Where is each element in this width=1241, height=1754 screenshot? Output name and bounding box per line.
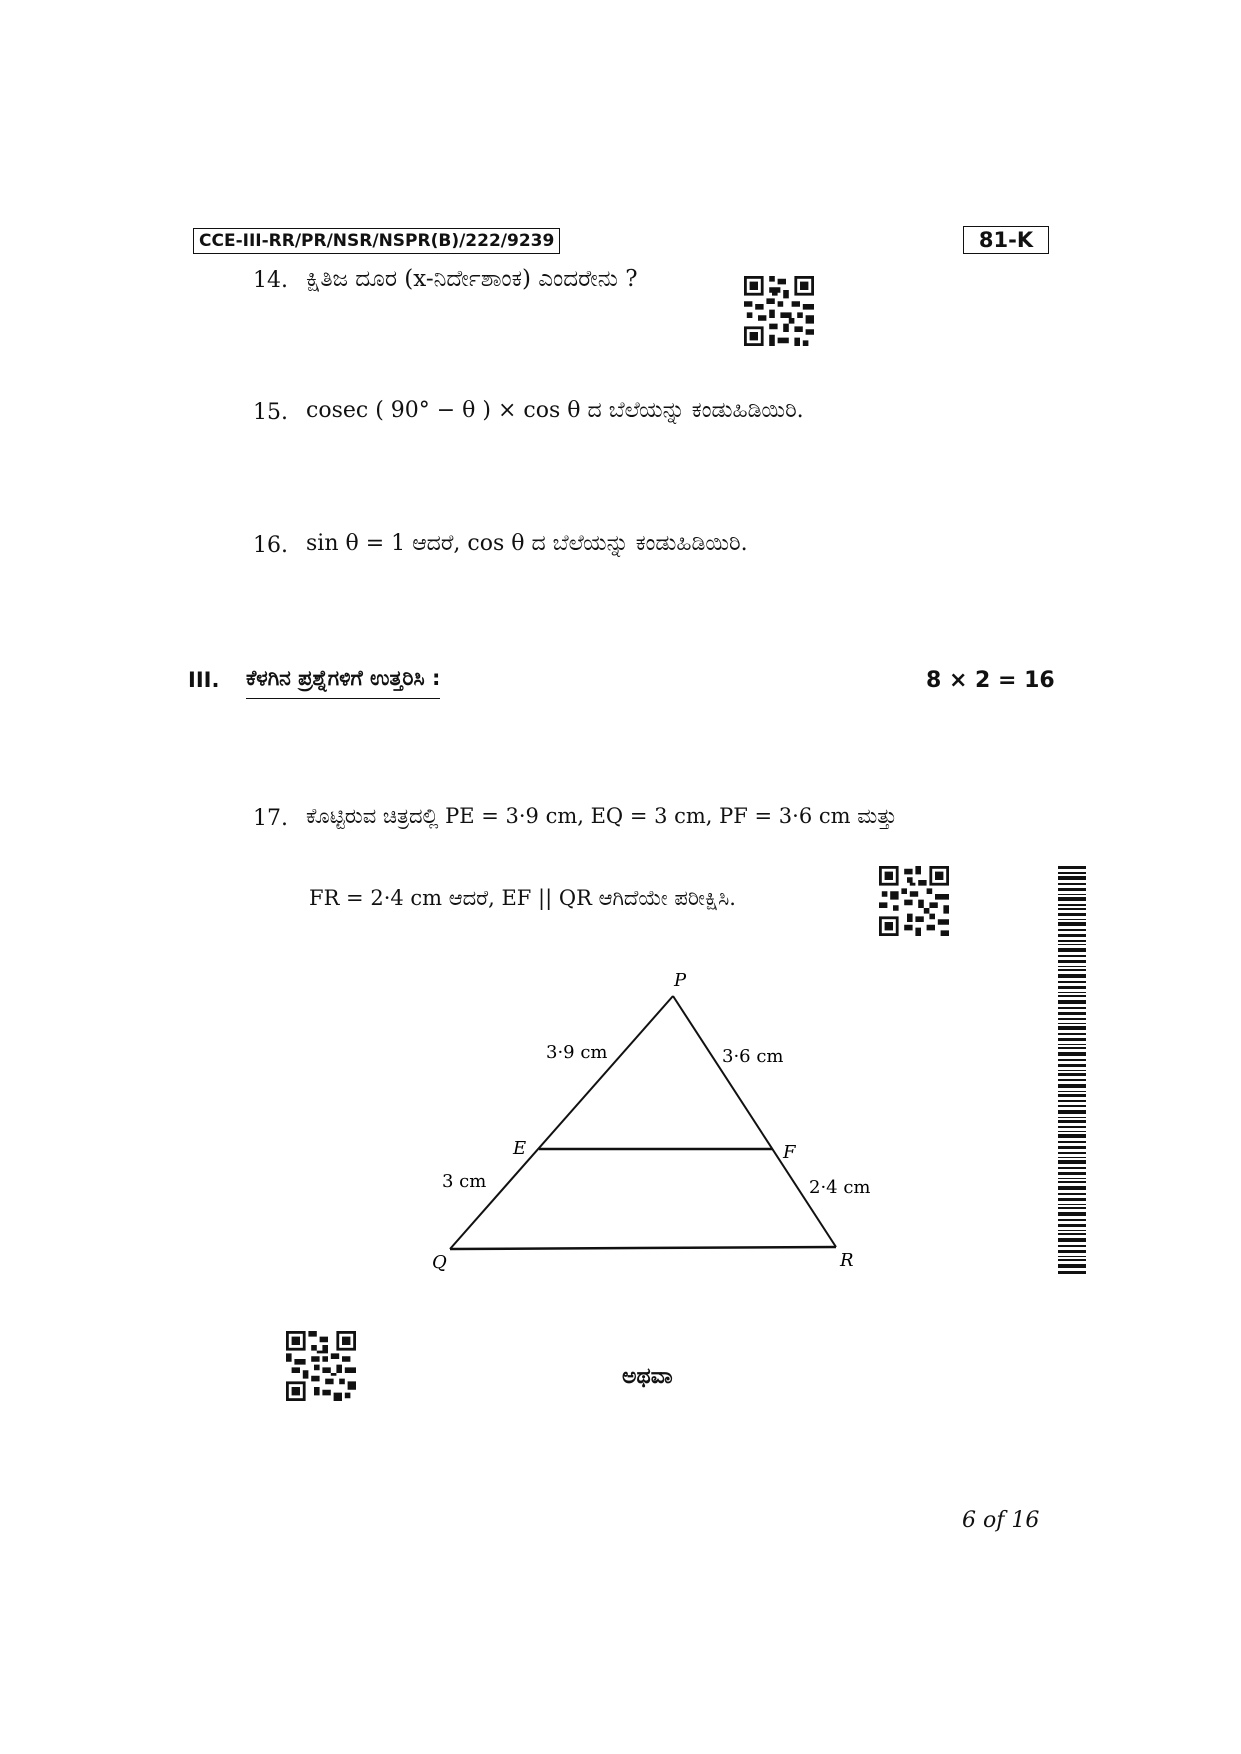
question-number: 15.	[253, 400, 288, 425]
barcode-icon	[1058, 866, 1086, 1274]
question-number: 17.	[253, 806, 288, 831]
qr-code-icon	[879, 866, 949, 936]
exam-code: CCE-III-RR/PR/NSR/NSPR(B)/222/9239	[193, 228, 560, 254]
qr-code-icon	[286, 1331, 356, 1401]
side-pr	[673, 996, 836, 1247]
label-q: Q	[432, 1252, 447, 1273]
label-eq-length: 3 cm	[442, 1171, 487, 1192]
section-title: ಕೆಳಗಿನ ಪ್ರಶ್ನೆಗಳಿಗೆ ಉತ್ತರಿಸಿ :	[246, 666, 440, 699]
page-number: 6 of 16	[962, 1508, 1040, 1533]
label-p: P	[674, 970, 687, 991]
question-number: 16.	[253, 533, 288, 558]
question-text-line-2: FR = 2·4 cm ಆದರೆ, EF || QR ಆಗಿದೆಯೇ ಪರೀಕ್ಷಿಸಿ.	[309, 886, 736, 910]
label-e: E	[513, 1138, 527, 1159]
triangle-figure	[420, 955, 890, 1285]
or-separator: ಅಥವಾ	[622, 1364, 673, 1389]
side-qr	[450, 1247, 836, 1249]
question-text: ಕ್ಷಿತಿಜ ದೂರ (x-ನಿರ್ದೇಶಾಂಕ) ಎಂದರೇನು ?	[306, 266, 638, 292]
label-r: R	[840, 1250, 854, 1271]
label-pf-length: 3·6 cm	[722, 1046, 784, 1067]
question-text-line-1: ಕೊಟ್ಟಿರುವ ಚಿತ್ರದಲ್ಲಿ PE = 3·9 cm, EQ = 3 cm, PF = 3·6 cm ಮತ್ತು	[306, 804, 897, 828]
question-text: sin θ = 1 ಆದರೆ, cos θ ದ ಬೆಲೆಯನ್ನು ಕಂಡುಹಿಡಿಯಿರಿ.	[306, 531, 748, 556]
paper-code: 81-K	[963, 226, 1049, 254]
section-number: III.	[188, 668, 220, 692]
label-f: F	[783, 1142, 796, 1163]
question-number: 14.	[253, 268, 288, 293]
label-pe-length: 3·9 cm	[546, 1042, 608, 1063]
question-text: cosec ( 90° − θ ) × cos θ ದ ಬೆಲೆಯನ್ನು ಕಂಡುಹಿಡಿಯಿರಿ.	[306, 398, 804, 423]
section-marks: 8 × 2 = 16	[926, 668, 1055, 693]
side-pq	[450, 996, 673, 1249]
qr-code-icon	[744, 276, 814, 346]
label-fr-length: 2·4 cm	[809, 1177, 871, 1198]
